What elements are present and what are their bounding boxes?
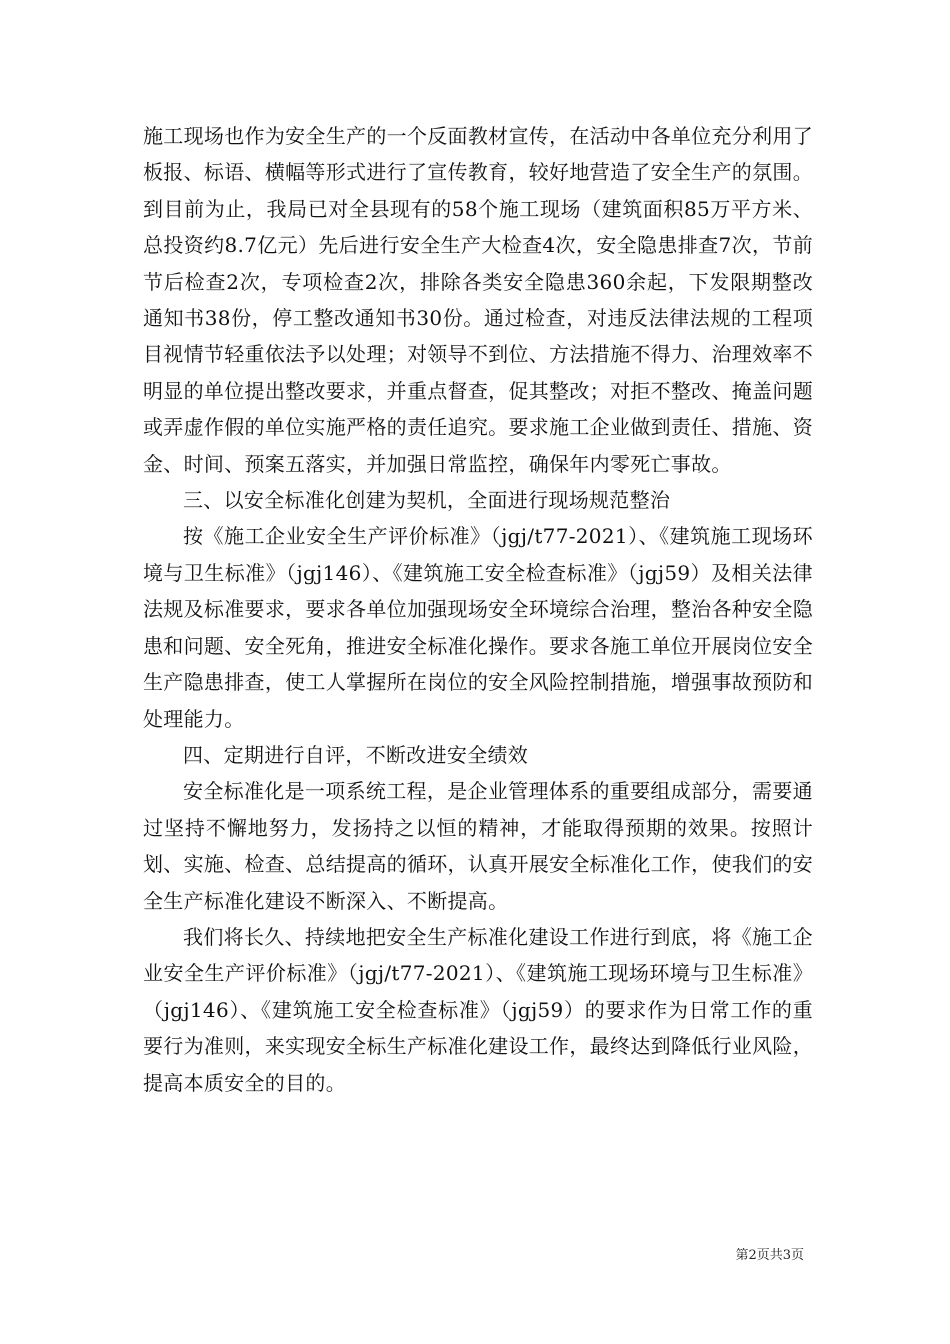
section-heading-4: 四、定期进行自评，不断改进安全绩效 bbox=[183, 742, 529, 767]
document-body bbox=[143, 118, 813, 1101]
paragraph-self-evaluation: 安全标准化是一项系统工程，是企业管理体系的重要组成部分，需要通过坚持不懈地努力，发扬持之以恒的精神，才能取得预期的效果。按照计划、实施、检查、总结提高的循环，认真开展安全标准化工作，使我们的安全生产标准化建设不断深入、不断提高。 bbox=[143, 779, 813, 913]
section-heading-3: 三、以安全标准化创建为契机，全面进行现场规范整治 bbox=[183, 488, 671, 513]
paragraph-standards: 按《施工企业安全生产评价标准》（jgj/t77-2021）、《建筑施工现场环境与卫生标准》（jgj146）、《建筑施工安全检查标准》（jgj59）及相关法律法规及标准要求，要求各单位加强现场安全环境综合治理，整治各种安全隐患和问题、安全死角，推进安全标准化操作。要求各施工单位开展岗位安全生产隐患排查，使工人掌握所在岗位的安全风险控制措施，增强事故预防和处理能力。 bbox=[143, 524, 813, 731]
page-number: 第2页共3页 bbox=[735, 1248, 804, 1263]
paragraph-continuation: 施工现场也作为安全生产的一个反面教材宣传，在活动中各单位充分利用了板报、标语、横幅等形式进行了宣传教育，较好地营造了安全生产的氛围。到目前为止，我局已对全县现有的58个施工现场（建筑面积85万平方米、总投资约8.7亿元）先后进行安全生产大检查4次，安全隐患排查7次，节前节后检查2次，专项检查2次，排除各类安全隐患360余起，下发限期整改通知书38份，停工整改通知书30份。通过检查，对违反法律法规的工程项目视情节轻重依法予以处理；对领导不到位、方法措施不得力、治理效率不明显的单位提出整改要求，并重点督查，促其整改；对拒不整改、掩盖问题或弄虚作假的单位实施严格的责任追究。要求施工企业做到责任、措施、资金、时间、预案五落实，并加强日常监控，确保年内零死亡事故。 bbox=[143, 124, 813, 476]
paragraph-conclusion: 我们将长久、持续地把安全生产标准化建设工作进行到底，将《施工企业安全生产评价标准》（jgj/t77-2021）、《建筑施工现场环境与卫生标准》（jgj146）、《建筑施工安全检查标准》（jgj59）的要求作为日常工作的重要行为准则，来实现安全标生产标准化建设工作，最终达到降低行业风险，提高本质安全的目的。 bbox=[143, 924, 813, 1095]
